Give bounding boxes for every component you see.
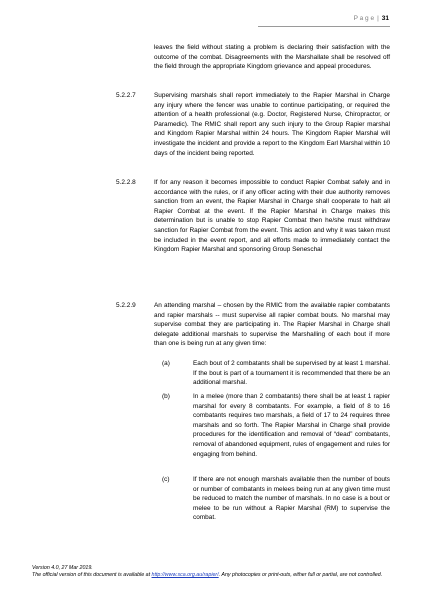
item-label-a: (a) (162, 360, 170, 367)
footer-version: Version 4.0, 27 Mar 2019. (32, 565, 93, 571)
section-number-5-2-2-8: 5.2.2.8 (116, 179, 136, 186)
page-separator: | (377, 15, 379, 22)
section-text-5-2-2-7: Supervising marshals shall report immediately to the Rapier Marshal in Charge any injury where the fencer was unable to continue participating, or required the attention of a health professional (e.g. Doctor, Registered Nurse, Chiropractor, or Paramedic). The RMIC shall report any such injury to the Group Rapier marshal and Kingdom Rapier Marshal within 24 hours. The Kingdom Rapier Marshal will investigate the incident and provide a report to the Kingdom Earl Marshal within 10 days of the incident being reported. (154, 92, 390, 157)
item-text-c: If there are not enough marshals available then the number of bouts or number of combatants in melees being run at any given time must be reduced to match the number of marshals. In no case is a bout or melee to be run without a Rapier Marshal (RM) to supervise the combat. (193, 476, 390, 522)
page-number: 31 (381, 15, 389, 22)
header-rule (258, 26, 390, 27)
page-header (354, 15, 389, 22)
item-label-c: (c) (162, 476, 170, 483)
section-text-5-2-2-8: If for any reason it becomes impossible to conduct Rapier Combat safely and in accordance with the rules, or if any officer acting with their due authority removes sanction from an event, the Rapier Marshal in Charge shall cooperate to halt all Rapier Combat at the event. If the Rapier Marshal in Charge makes this determination but is unable to stop Rapier Combat then he/she must withdraw sanction for Rapier Combat from the event. This action and why it was taken must be included in the event report, and all efforts made to immediately contact the Kingdom Rapier Marshal and sponsoring Group Seneschal (154, 179, 390, 254)
section-text-5-2-2-9: An attending marshal – chosen by the RMIC from the available rapier combatants and rapier marshals -- must supervise all rapier combat bouts. No marshal may supervise combat they are participating in. The Rapier Marshal in Charge shall delegate additional marshals to supervise the Marshalling of each bout if more than one is being run at any given time: (154, 302, 390, 348)
section-number-5-2-2-7: 5.2.2.7 (116, 92, 136, 99)
footer-official-prefix: The official version of this document is available at (32, 572, 152, 579)
footer-official-notice (32, 572, 392, 579)
item-label-b: (b) (162, 393, 170, 400)
footer (32, 565, 392, 579)
item-text-a: Each bout of 2 combatants shall be supervised by at least 1 marshal. If the bout is part of a tournament it is recommended that there be an additional marshal. (193, 360, 390, 387)
item-text-b: In a melee (more than 2 combatants) there shall be at least 1 rapier marshal for every 8 combatants. For example, a field of 8 to 16 combatants requires two marshals, a field of 17 to 24 requires three marshals and so forth. The Rapier Marshal in Charge shall provide procedures for the identification and removal of “dead” combatants, removal of abandoned equipment, rules of engagement and rules for engaging from behind. (193, 393, 390, 458)
section-number-5-2-2-9: 5.2.2.9 (116, 302, 136, 309)
footer-official-suffix: . Any photocopies or print-outs, either full or partial, are not controlled. (218, 572, 383, 579)
intro-paragraph: leaves the field without stating a problem is declaring their satisfaction with the outcome of the combat. Disagreements with the Marshallate shall be resolved off the field through the appropriate Kingdom grievance and appeal procedures. (154, 44, 390, 71)
page-label: P a g e (353, 15, 375, 22)
footer-link[interactable]: http://www.sca.org.au/rapier/ (151, 572, 219, 579)
